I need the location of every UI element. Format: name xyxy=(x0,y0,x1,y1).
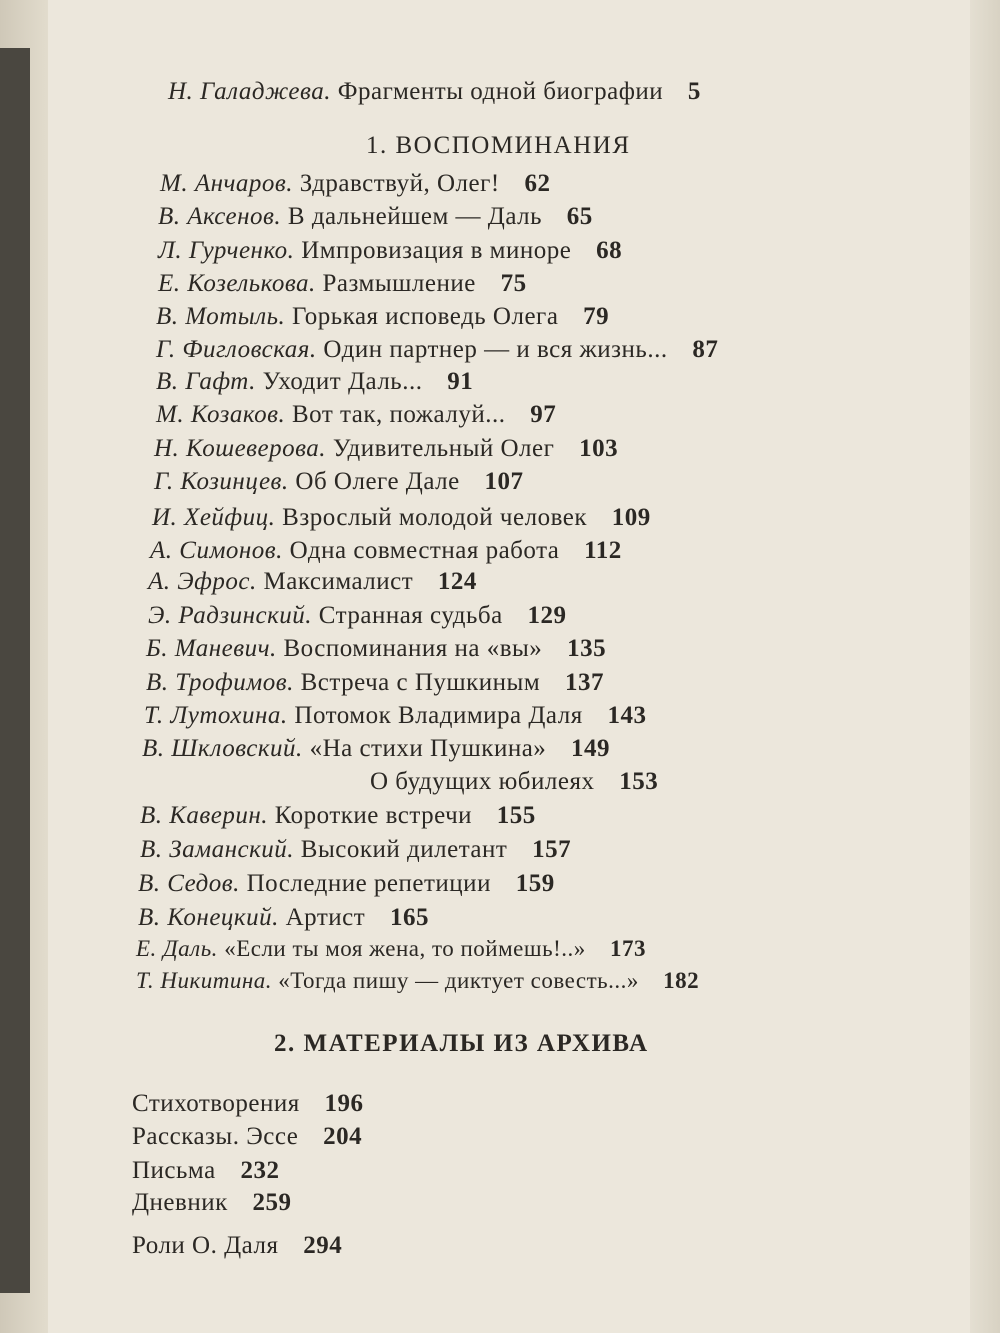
entry-title: Странная судьба xyxy=(318,602,503,629)
toc-entry xyxy=(158,270,527,298)
toc-entry xyxy=(140,802,536,830)
entry-title: Уходит Даль... xyxy=(262,368,423,395)
entry-page: 159 xyxy=(515,870,555,897)
entry-title: Воспоминания на «вы» xyxy=(283,635,543,662)
entry-author: Э. Радзинский. xyxy=(148,602,313,629)
entry-author: В. Гафт. xyxy=(156,368,256,395)
toc-entry xyxy=(156,368,473,396)
entry-page: 294 xyxy=(303,1232,343,1259)
entry-page: 204 xyxy=(323,1123,363,1150)
entry-title: Дневник xyxy=(132,1189,228,1216)
entry-page: 75 xyxy=(500,270,527,297)
toc-entry xyxy=(138,870,555,898)
entry-title: Одна совместная работа xyxy=(289,537,560,564)
book-right-margin xyxy=(970,0,1000,1333)
toc-entry xyxy=(156,401,556,429)
entry-title: В дальнейшем — Даль xyxy=(287,203,543,230)
entry-page: 62 xyxy=(524,170,551,197)
entry-title: Последние репетиции xyxy=(246,870,491,897)
entry-title: Рассказы. Эссе xyxy=(132,1123,299,1150)
entry-page: 97 xyxy=(530,401,557,428)
entry-title: Высокий дилетант xyxy=(300,836,508,863)
entry-title: Здравствуй, Олег! xyxy=(299,170,500,197)
entry-author: В. Седов. xyxy=(138,870,240,897)
entry-page: 124 xyxy=(437,568,477,595)
entry-author: И. Хейфиц. xyxy=(152,504,276,531)
toc-entry xyxy=(136,936,646,962)
toc-entry xyxy=(144,702,646,730)
entry-title: Вот так, пожалуй... xyxy=(292,401,506,428)
entry-page: 112 xyxy=(584,537,622,564)
entry-title: Короткие встречи xyxy=(274,802,473,829)
entry-author: В. Трофимов. xyxy=(146,669,294,696)
entry-title: Роли О. Даля xyxy=(132,1232,279,1259)
entry-page: 87 xyxy=(692,336,719,363)
toc-entry xyxy=(154,435,618,463)
entry-page: 155 xyxy=(496,802,536,829)
archive-entry xyxy=(132,1189,292,1217)
entry-author: В. Каверин. xyxy=(140,802,268,829)
entry-title: Максималист xyxy=(263,568,414,595)
toc-entry xyxy=(150,537,622,565)
entry-author: А. Эфрос. xyxy=(148,568,257,595)
toc-entry xyxy=(146,669,604,697)
entry-page: 5 xyxy=(687,78,701,105)
entry-page: 68 xyxy=(596,237,623,264)
entry-author: Г. Козинцев. xyxy=(154,468,289,495)
toc-entry xyxy=(160,170,550,198)
entry-author: Е. Даль. xyxy=(136,936,218,961)
archive-entry xyxy=(132,1232,342,1260)
toc-entry xyxy=(158,203,593,231)
entry-title: Потомок Владимира Даля xyxy=(294,702,583,729)
entry-page: 165 xyxy=(389,904,429,931)
entry-title: Встреча с Пушкиным xyxy=(300,669,541,696)
entry-author: В. Шкловский. xyxy=(142,735,303,762)
entry-title: Об Олеге Дале xyxy=(295,468,460,495)
entry-title: Взрослый молодой человек xyxy=(282,504,587,531)
entry-page: 65 xyxy=(566,203,593,230)
entry-page: 153 xyxy=(619,768,659,795)
entry-page: 196 xyxy=(324,1090,364,1117)
entry-page: 232 xyxy=(240,1157,280,1184)
toc-entry xyxy=(140,836,571,864)
entry-page: 149 xyxy=(571,735,611,762)
toc-entry xyxy=(148,602,566,630)
entry-author: В. Конецкий. xyxy=(138,904,279,931)
contents-page xyxy=(48,0,970,1333)
entry-author: М. Анчаров. xyxy=(160,170,294,197)
section-heading-2: 2. МАТЕРИАЛЫ ИЗ АРХИВА xyxy=(274,1030,649,1057)
entry-author: Т. Никитина. xyxy=(136,968,272,993)
toc-entry xyxy=(148,568,477,596)
entry-page: 91 xyxy=(447,368,474,395)
entry-title: Горькая исповедь Олега xyxy=(292,303,559,330)
entry-page: 109 xyxy=(611,504,651,531)
entry-page: 135 xyxy=(567,635,607,662)
entry-title: Удивительный Олег xyxy=(332,435,555,462)
entry-title: О будущих юбилеях xyxy=(370,768,595,795)
toc-entry xyxy=(370,768,658,796)
toc-entry xyxy=(152,504,651,532)
toc-entry xyxy=(158,237,622,265)
entry-author: Е. Козелькова. xyxy=(158,270,316,297)
entry-title: Письма xyxy=(132,1157,216,1184)
archive-entry xyxy=(132,1123,362,1151)
toc-entry xyxy=(156,303,609,331)
entry-author: А. Симонов. xyxy=(150,537,283,564)
entry-page: 182 xyxy=(663,968,700,993)
toc-entry xyxy=(136,968,699,994)
entry-author: В. Мотыль. xyxy=(156,303,286,330)
entry-author: Т. Лутохина. xyxy=(144,702,288,729)
archive-entry xyxy=(132,1157,279,1185)
entry-page: 79 xyxy=(583,303,610,330)
entry-title: «Тогда пишу — диктует совесть...» xyxy=(278,968,639,993)
toc-entry xyxy=(156,336,718,364)
entry-author: М. Козаков. xyxy=(156,401,286,428)
entry-title: Импровизация в миноре xyxy=(301,237,572,264)
entry-page: 173 xyxy=(609,936,646,961)
entry-title: Фрагменты одной биографии xyxy=(337,78,664,105)
entry-author: В. Аксенов. xyxy=(158,203,282,230)
archive-entry xyxy=(132,1090,364,1118)
entry-title: Стихотворения xyxy=(132,1090,300,1117)
entry-page: 137 xyxy=(564,669,604,696)
toc-entry xyxy=(142,735,610,763)
entry-title: Артист xyxy=(285,904,366,931)
toc-entry xyxy=(138,904,429,932)
entry-page: 259 xyxy=(252,1189,292,1216)
entry-title: Размышление xyxy=(322,270,476,297)
entry-page: 143 xyxy=(607,702,647,729)
entry-author: Н. Кошеверова. xyxy=(154,435,327,462)
section-heading-1: 1. ВОСПОМИНАНИЯ xyxy=(366,132,631,159)
facing-page-photo-edge xyxy=(0,48,30,1293)
toc-entry xyxy=(146,635,606,663)
entry-author: Л. Гурченко. xyxy=(158,237,295,264)
entry-page: 103 xyxy=(579,435,619,462)
entry-page: 129 xyxy=(527,602,567,629)
entry-title: «На стихи Пушкина» xyxy=(309,735,547,762)
intro-entry xyxy=(168,78,701,106)
toc-entry xyxy=(154,468,524,496)
entry-page: 107 xyxy=(484,468,524,495)
entry-author: Б. Маневич. xyxy=(146,635,277,662)
entry-author: В. Заманский. xyxy=(140,836,295,863)
entry-title: «Если ты моя жена, то поймешь!..» xyxy=(224,936,586,961)
entry-author: Н. Галаджева. xyxy=(168,78,331,105)
entry-page: 157 xyxy=(532,836,572,863)
entry-title: Один партнер — и вся жизнь... xyxy=(323,336,668,363)
entry-author: Г. Фигловская. xyxy=(156,336,317,363)
